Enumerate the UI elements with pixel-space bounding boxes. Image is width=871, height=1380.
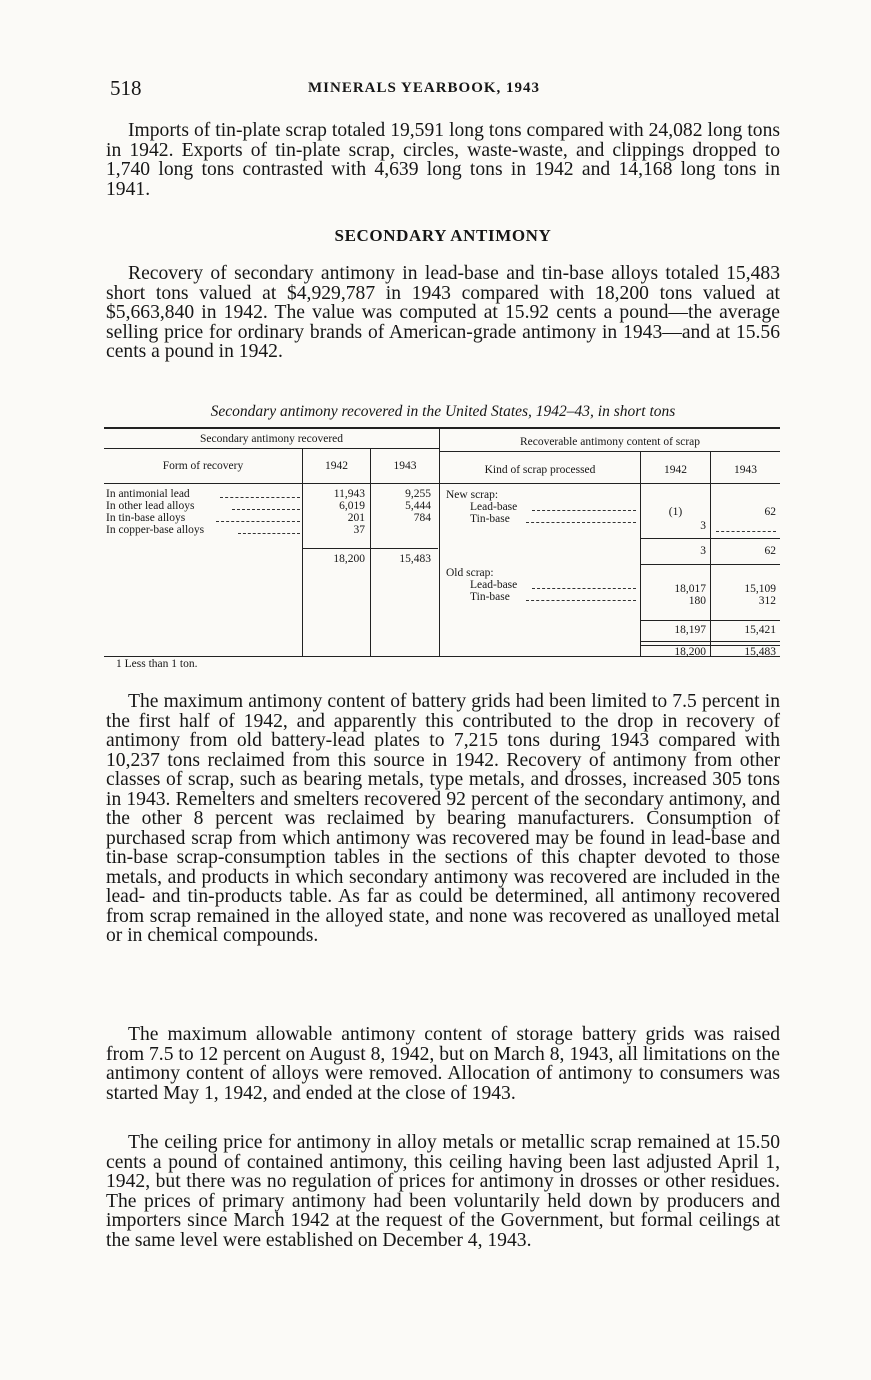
left-row-label: In tin-base alloys	[106, 512, 186, 524]
old-total-1943: 15,421	[744, 624, 776, 636]
left-row-label: In other lead alloys	[106, 500, 195, 512]
table-caption: Secondary antimony recovered in the United States, 1942–43, in short tons	[210, 403, 676, 420]
left-total-1942: 18,200	[333, 553, 365, 565]
grand-total-1943: 15,483	[744, 646, 776, 658]
old-total-1942: 18,197	[674, 624, 706, 636]
paragraph-allowable-content: The maximum allowable antimony content of storage battery grids was raised from 7.5 to 12 percent on August 8, 1942, but on March 8, 1943, all limitations on the antimony content of alloys were removed. Allocation of antimony to consumers was started May 1, 1942, and ended at the close of 1943.	[106, 1024, 780, 1104]
new-lead-1942: (1)	[668, 506, 683, 518]
left-row-1942: 11,943	[333, 488, 365, 500]
new-total-1943: 62	[764, 545, 776, 557]
paragraph-ceiling-price: The ceiling price for antimony in alloy metals or metallic scrap remained at 15.50 cents a pound of contained antimony, this ceiling having been last adjusted April 1, 1942, but there was no regulation of prices for antimony in drosses or other residues. The prices of primary antimony had been voluntarily held down by producers and importers since March 1942 at the request of the Government, but formal ceilings at the same level were established on December 4, 1943.	[106, 1132, 780, 1251]
col-1943-left: 1943	[393, 460, 417, 472]
old-tin-label: Tin-base	[470, 591, 510, 603]
new-lead-1943: 62	[764, 506, 776, 518]
old-lead-1942: 18,017	[674, 583, 706, 595]
old-lead-label: Lead-base	[470, 579, 518, 591]
page-header	[110, 76, 790, 102]
col-kind-header: Kind of scrap processed	[484, 464, 596, 476]
new-total-1942: 3	[700, 545, 706, 557]
col-1942-right: 1942	[664, 464, 687, 476]
left-row-1942: 201	[347, 512, 365, 524]
new-lead-label: Lead-base	[470, 501, 518, 513]
running-title: MINERALS YEARBOOK, 1943	[308, 80, 541, 96]
left-row-label: In antimonial lead	[106, 488, 190, 500]
left-row-1942: 37	[353, 524, 365, 536]
left-group-header: Secondary antimony recovered	[199, 433, 344, 445]
paragraph-recovery: Recovery of secondary antimony in lead-base and tin-base alloys totaled 15,483 short tons valued at $4,929,787 in 1943 compared with 18,200 tons valued at $5,663,840 in 1942. The value was computed at 15.92 cents a pound—the average selling price for ordinary brands of American-grade antimony in 1943—and at 15.56 cents a pound in 1942.	[106, 263, 780, 362]
new-scrap-label: New scrap:	[446, 489, 499, 501]
page-number: 518	[110, 76, 142, 100]
new-tin-label: Tin-base	[470, 513, 510, 525]
left-row-1943: 5,444	[405, 500, 431, 512]
paragraph-battery-grids: The maximum antimony content of battery grids had been limited to 7.5 percent in the first half of 1942, and apparently this contributed to the drop in recovery of antimony from old battery-lead plates to 7,215 tons during 1943 compared with 10,237 tons reclaimed from this source in 1942. Recovery of antimony from other classes of scrap, such as bearing metals, type metals, and drosses, increased 305 tons in 1943. Remelters and smelters recovered 92 percent of the secondary antimony, and the other 8 percent was reclaimed by bearing manufacturers. Consumption of purchased scrap from which antimony was recovered may be found in lead-base and tin-base scrap-consumption tables in the sections of this chapter devoted to those metals, and products in which secondary antimony was recovered are included in the lead- and tin-products table. As far as could be determined, all antimony recovered from scrap remained in the alloyed state, and none was recovered as unalloyed metal or in chemical compounds.	[106, 691, 780, 946]
section-heading: SECONDARY ANTIMONY	[334, 226, 552, 245]
old-scrap-label: Old scrap:	[446, 567, 494, 579]
col-1942-left: 1942	[325, 460, 348, 472]
paragraph-tin-plate-scrap: Imports of tin-plate scrap totaled 19,591 long tons compared with 24,082 long tons in 1942. Exports of tin-plate scrap, circles, waste-waste, and clippings dropped to 1,740 long tons contrasted with 4,639 long tons in 1942 and 14,168 long tons in 1941.	[106, 120, 780, 200]
left-row-1943: 784	[413, 512, 431, 524]
left-row-label: In copper-base alloys	[106, 524, 205, 536]
old-tin-1943: 312	[758, 595, 776, 607]
antimony-table	[104, 427, 780, 659]
col-form-header: Form of recovery	[162, 460, 244, 472]
left-total-1943: 15,483	[399, 553, 431, 565]
old-lead-1943: 15,109	[744, 583, 776, 595]
table-footnote: 1 Less than 1 ton.	[116, 658, 198, 670]
new-tin-1942: 3	[700, 520, 706, 532]
left-row-1943: 9,255	[405, 488, 431, 500]
old-tin-1942: 180	[688, 595, 706, 607]
left-row-1942: 6,019	[339, 500, 365, 512]
grand-total-1942: 18,200	[674, 646, 706, 658]
col-1943-right: 1943	[734, 464, 757, 476]
right-group-header: Recoverable antimony content of scrap	[519, 436, 701, 448]
